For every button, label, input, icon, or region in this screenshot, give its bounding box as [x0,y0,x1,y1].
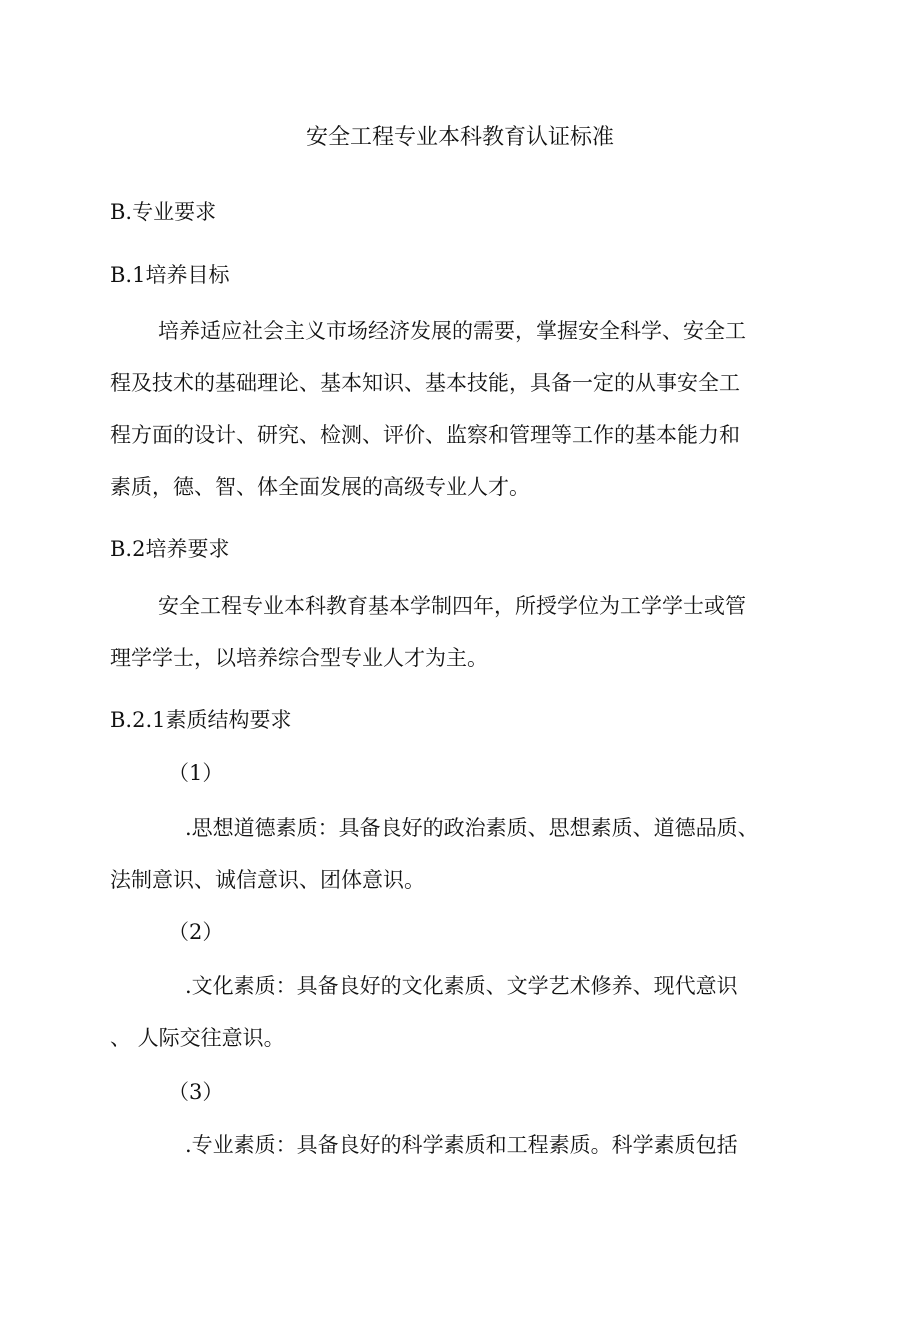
list-item-line: .文化素质：具备良好的文化素质、文学艺术修养、现代意识 [185,974,738,998]
paragraph-line: 素质，德、智、体全面发展的高级专业人才。 [110,475,530,499]
section-heading-b: B.专业要求 [110,200,217,224]
list-item-line: 、 人际交往意识。 [110,1026,285,1050]
list-item-line: .专业素质：具备良好的科学素质和工程素质。科学素质包括 [185,1133,738,1157]
section-heading-b1: B.1培养目标 [110,263,230,287]
list-item-line: .思想道德素质：具备良好的政治素质、思想素质、道德品质、 [185,816,759,840]
list-item-number: （1） [168,761,224,785]
paragraph-line: 理学学士，以培养综合型专业人才为主。 [110,646,488,670]
document-title: 安全工程专业本科教育认证标准 [305,125,614,150]
paragraph-line: 程及技术的基础理论、基本知识、基本技能，具备一定的从事安全工 [110,371,740,395]
paragraph-line: 安全工程专业本科教育基本学制四年，所授学位为工学学士或管 [158,594,746,618]
list-item-number: （2） [168,920,224,944]
section-heading-b2: B.2培养要求 [110,537,230,561]
list-item-number: （3） [168,1080,224,1104]
section-heading-b21: B.2.1素质结构要求 [110,708,292,732]
list-item-line: 法制意识、诚信意识、团体意识。 [110,868,425,892]
paragraph-line: 程方面的设计、研究、检测、评价、监察和管理等工作的基本能力和 [110,423,740,447]
paragraph-line: 培养适应社会主义市场经济发展的需要，掌握安全科学、安全工 [158,319,746,343]
